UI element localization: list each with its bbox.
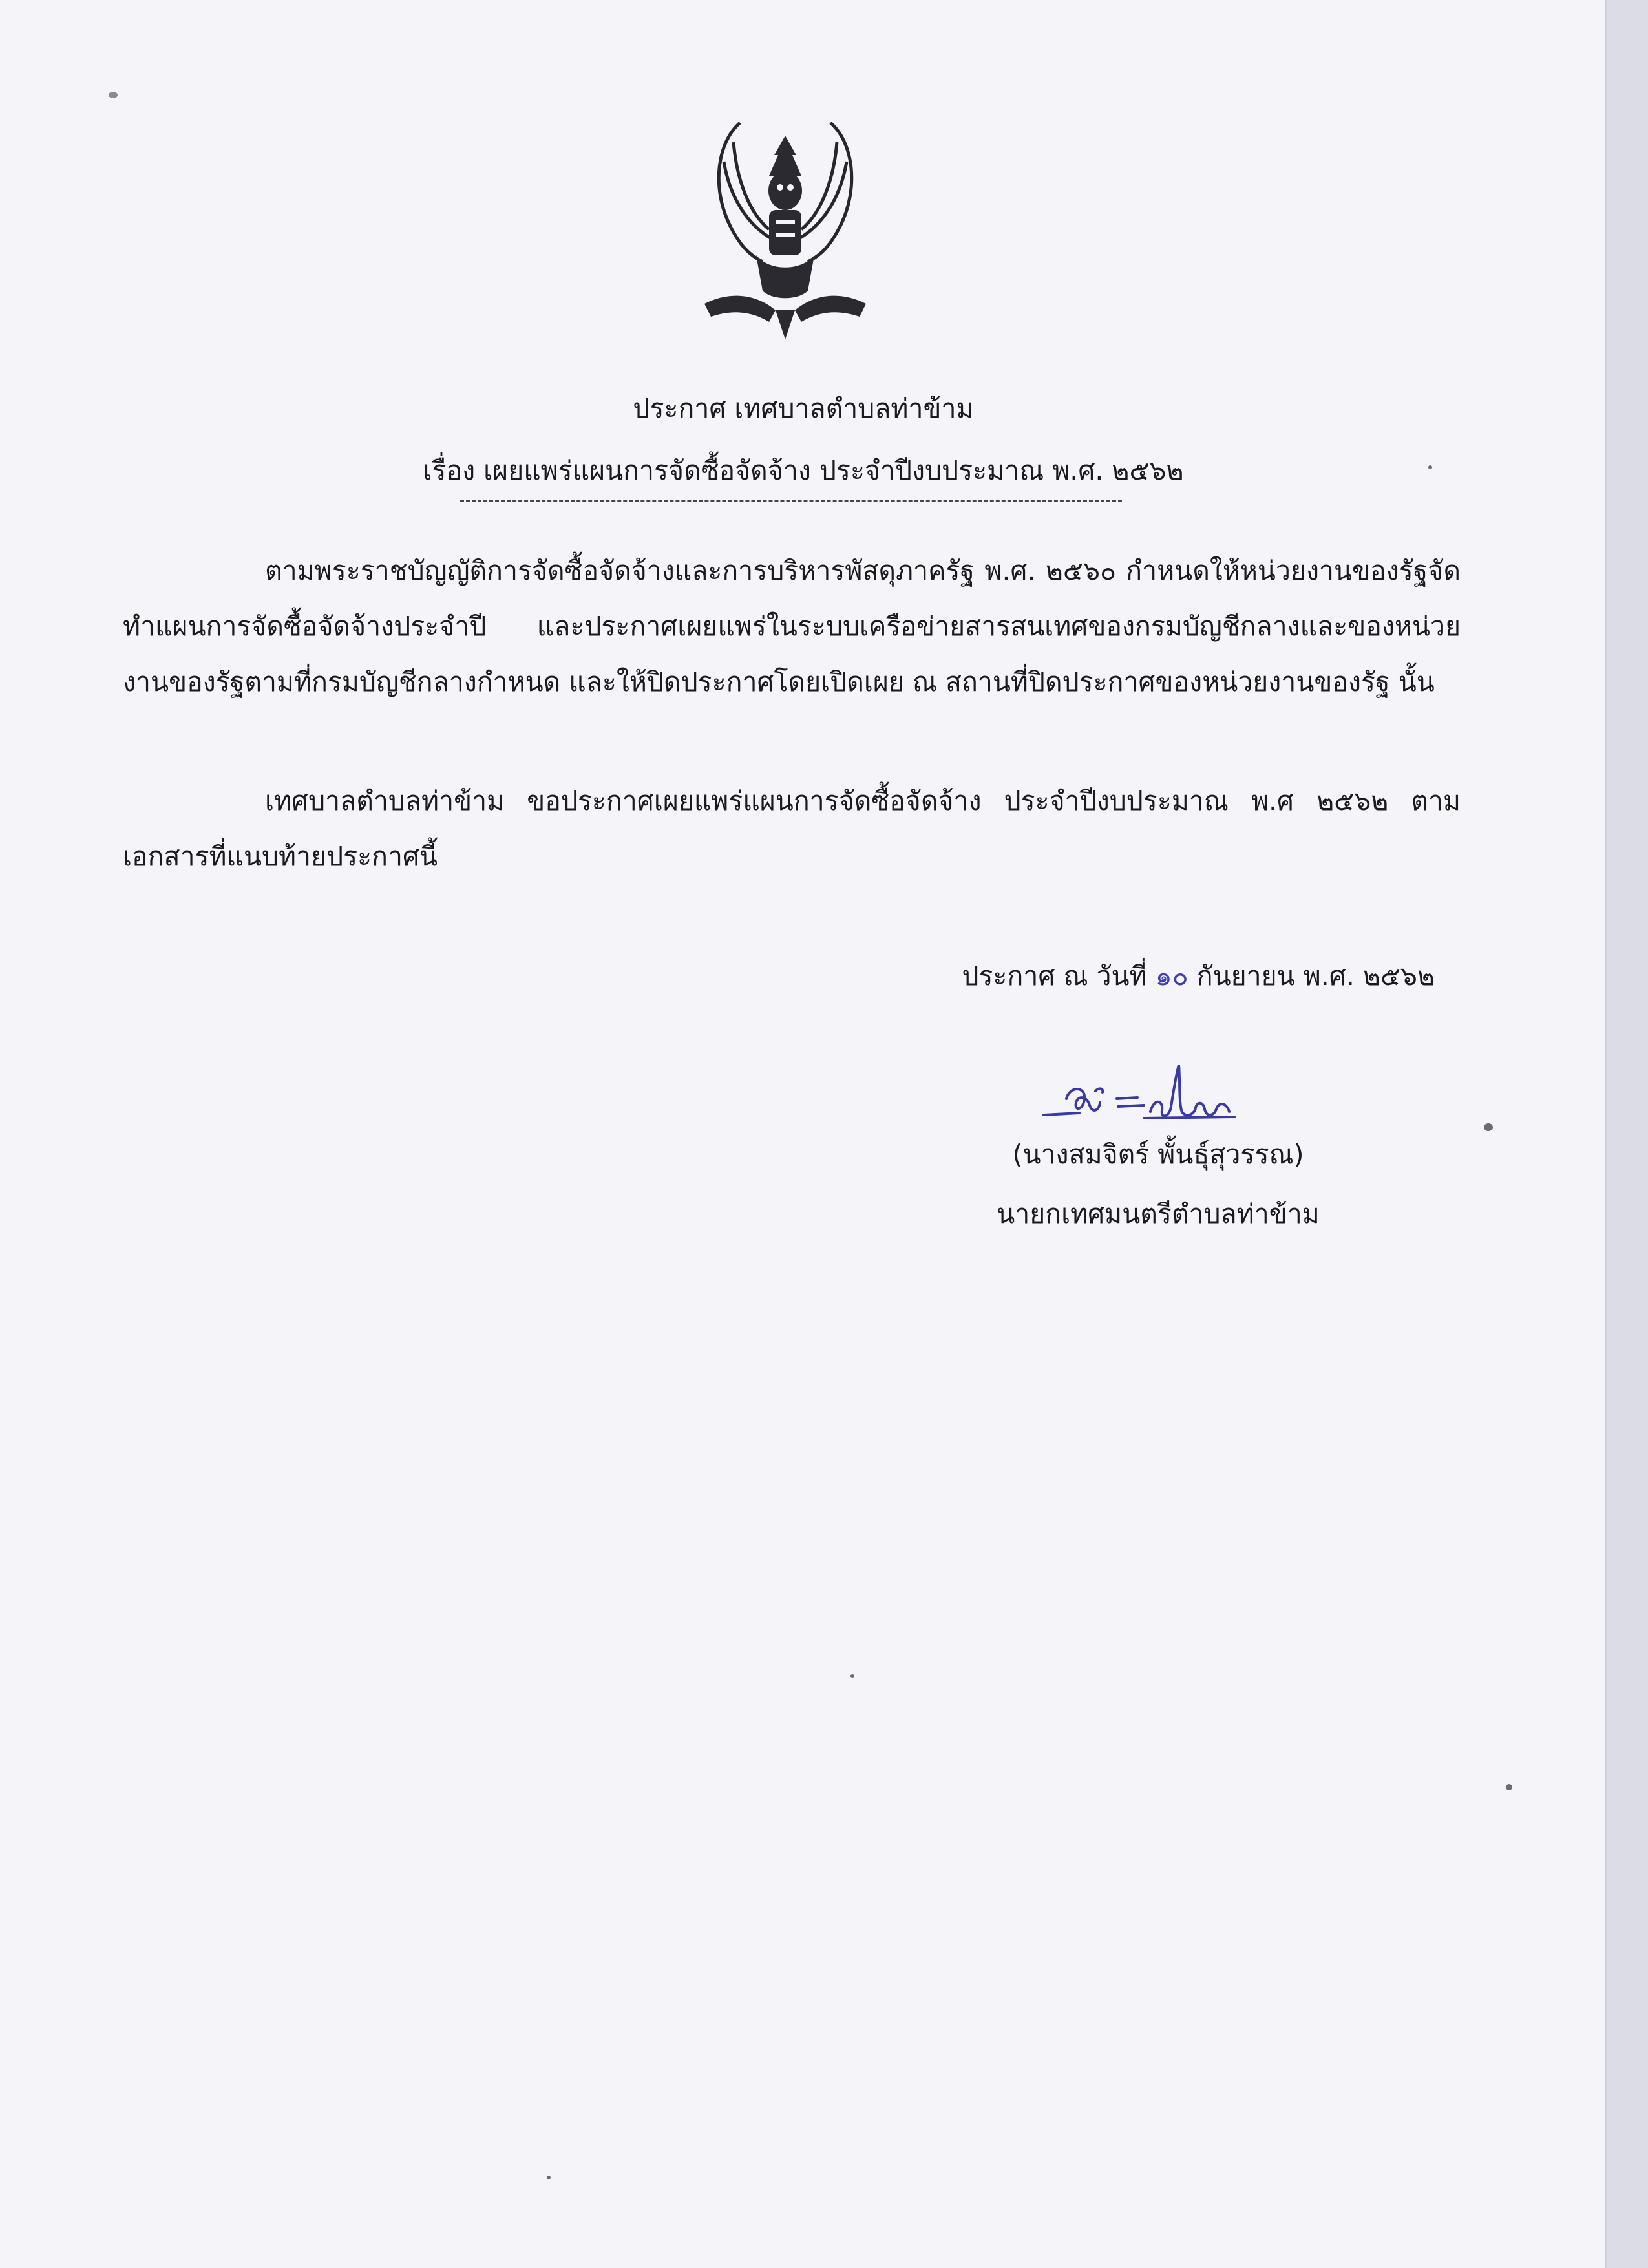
- scan-speck: [109, 92, 118, 98]
- scan-speck: [1484, 1123, 1493, 1131]
- handwritten-signature: [1041, 1060, 1247, 1131]
- separator-line: [460, 500, 1122, 502]
- announcement-date: [962, 957, 1435, 995]
- body-paragraph-1: ตามพระราชบัญญัติการจัดซื้อจัดจ้างและการบริหารพัสดุภาครัฐ พ.ศ. ๒๕๖๐ กำหนดให้หน่วยงานของรัฐจัดทำแผนการจัดซื้อจัดจ้างประจำปี และประกาศเผยแพร่ในระบบเครือข่ายสารสนเทศของกรมบัญชีกลางและของหน่วยงานของรัฐตามที่กรมบัญชีกลางกำหนด และให้ปิดประกาศโดยเปิดเผย ณ สถานที่ปิดประกาศของหน่วยงานของรัฐ นั้น: [123, 555, 1461, 697]
- scan-speck: [850, 1674, 854, 1678]
- signatory-name: (นางสมจิตร์ พั้นธุ์สุวรรณ): [1012, 1139, 1304, 1170]
- signatory-position: นายกเทศมนตรีตำบลท่าข้าม: [997, 1198, 1320, 1229]
- scan-speck: [547, 2176, 551, 2179]
- scan-speck: [1506, 1784, 1512, 1790]
- date-prefix: ประกาศ ณ วันที่: [962, 960, 1147, 991]
- scan-edge: [1605, 0, 1648, 2268]
- garuda-emblem: [679, 116, 892, 343]
- body-paragraph-2: เทศบาลตำบลท่าข้าม ขอประกาศเผยแพร่แผนการจัดซื้อจัดจ้าง ประจำปีงบประมาณ พ.ศ ๒๕๖๒ ตามเอกสารที่แนบท้ายประกาศนี้: [123, 785, 1461, 872]
- issuer-title: ประกาศ เทศบาลตำบลท่าข้าม: [633, 393, 974, 424]
- scan-speck: [1428, 465, 1432, 469]
- date-day: ๑๐: [1155, 960, 1188, 991]
- date-month-year: กันยายน พ.ศ. ๒๕๖๒: [1196, 960, 1435, 991]
- subject-title: เรื่อง เผยแพร่แผนการจัดซื้อจัดจ้าง ประจำปีงบประมาณ พ.ศ. ๒๕๖๒: [423, 455, 1184, 486]
